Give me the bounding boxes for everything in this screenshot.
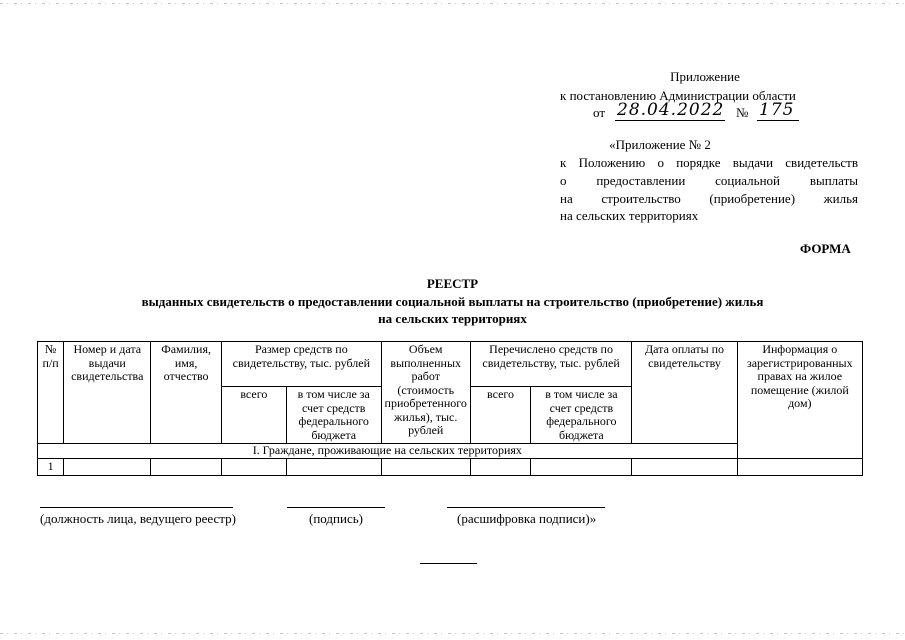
header-rights-info: Информация о зарегистрированных правах на жилое помещение (жилой дом)	[737, 342, 862, 459]
signature-caption: (подпись)	[309, 511, 363, 526]
handwritten-date: 28.04.2022	[617, 100, 725, 120]
registry-table	[37, 341, 863, 476]
position-caption: (должность лица, ведущего реестр)	[40, 511, 236, 526]
appendix2-line-3: на строительство (приобретение) жилья	[560, 191, 858, 206]
header-num: № п/п	[38, 342, 64, 444]
row-cell	[64, 459, 151, 476]
header-fio: Фамилия, имя, отчество	[151, 342, 222, 444]
date-prefix: от	[593, 105, 606, 120]
header-transferred-federal: в том числе за счет средств федерального бюджета	[531, 387, 632, 444]
position-line	[40, 507, 233, 508]
header-pay-date: Дата оплаты по свидетельству	[632, 342, 737, 444]
scan-artifact-bottom	[0, 633, 905, 634]
header-amount: Размер средств по свидетельству, тыс. рублей	[221, 342, 381, 387]
registry-subtitle-line1: выданных свидетельств о предоставлении социальной выплаты на строительство (приобретение) жилья	[141, 294, 764, 309]
row-num: 1	[38, 459, 64, 476]
date-underline	[615, 120, 725, 121]
table-row	[38, 459, 863, 476]
decoding-caption: (расшифровка подписи)»	[457, 511, 597, 526]
handwritten-number: 175	[759, 100, 795, 120]
row-cell	[737, 459, 862, 476]
number-prefix: №	[736, 105, 749, 120]
row-cell	[470, 459, 531, 476]
number-underline	[757, 120, 799, 121]
appendix2-line-1: к Положению о порядке выдачи свидетельств	[560, 155, 858, 170]
header-amount-federal: в том числе за счет средств федерального бюджета	[286, 387, 381, 444]
closing-divider	[420, 563, 477, 564]
section-row: I. Граждане, проживающие на сельских территориях	[38, 444, 738, 459]
appendix-date-line	[593, 100, 823, 122]
form-label: ФОРМА	[800, 241, 851, 256]
appendix2-line-2: о предоставлении социальной выплаты	[560, 173, 858, 188]
registry-title: РЕЕСТР	[426, 276, 479, 291]
appendix2-line-4: на сельских территориях	[560, 208, 699, 223]
header-transferred: Перечислено средств по свидетельству, тыс. рублей	[470, 342, 632, 387]
signature-line	[287, 507, 385, 508]
decoding-line	[447, 507, 605, 508]
row-cell	[151, 459, 222, 476]
row-cell	[286, 459, 381, 476]
scan-artifact-top	[0, 3, 905, 4]
header-cert-num-date: Номер и дата выдачи свидетельства	[64, 342, 151, 444]
row-cell	[381, 459, 470, 476]
header-transferred-total: всего	[470, 387, 531, 444]
row-cell	[221, 459, 286, 476]
appendix-decree-line: к постановлению Администрации области	[560, 88, 796, 103]
row-cell	[632, 459, 737, 476]
appendix-title: Приложение	[670, 69, 740, 84]
header-amount-total: всего	[221, 387, 286, 444]
registry-subtitle-line2: на сельских территориях	[378, 311, 527, 326]
header-work-volume: Объем выполненных работ (стоимость приобретенного жилья), тыс. рублей	[381, 342, 470, 444]
row-cell	[531, 459, 632, 476]
appendix2-title: «Приложение № 2	[609, 137, 711, 152]
